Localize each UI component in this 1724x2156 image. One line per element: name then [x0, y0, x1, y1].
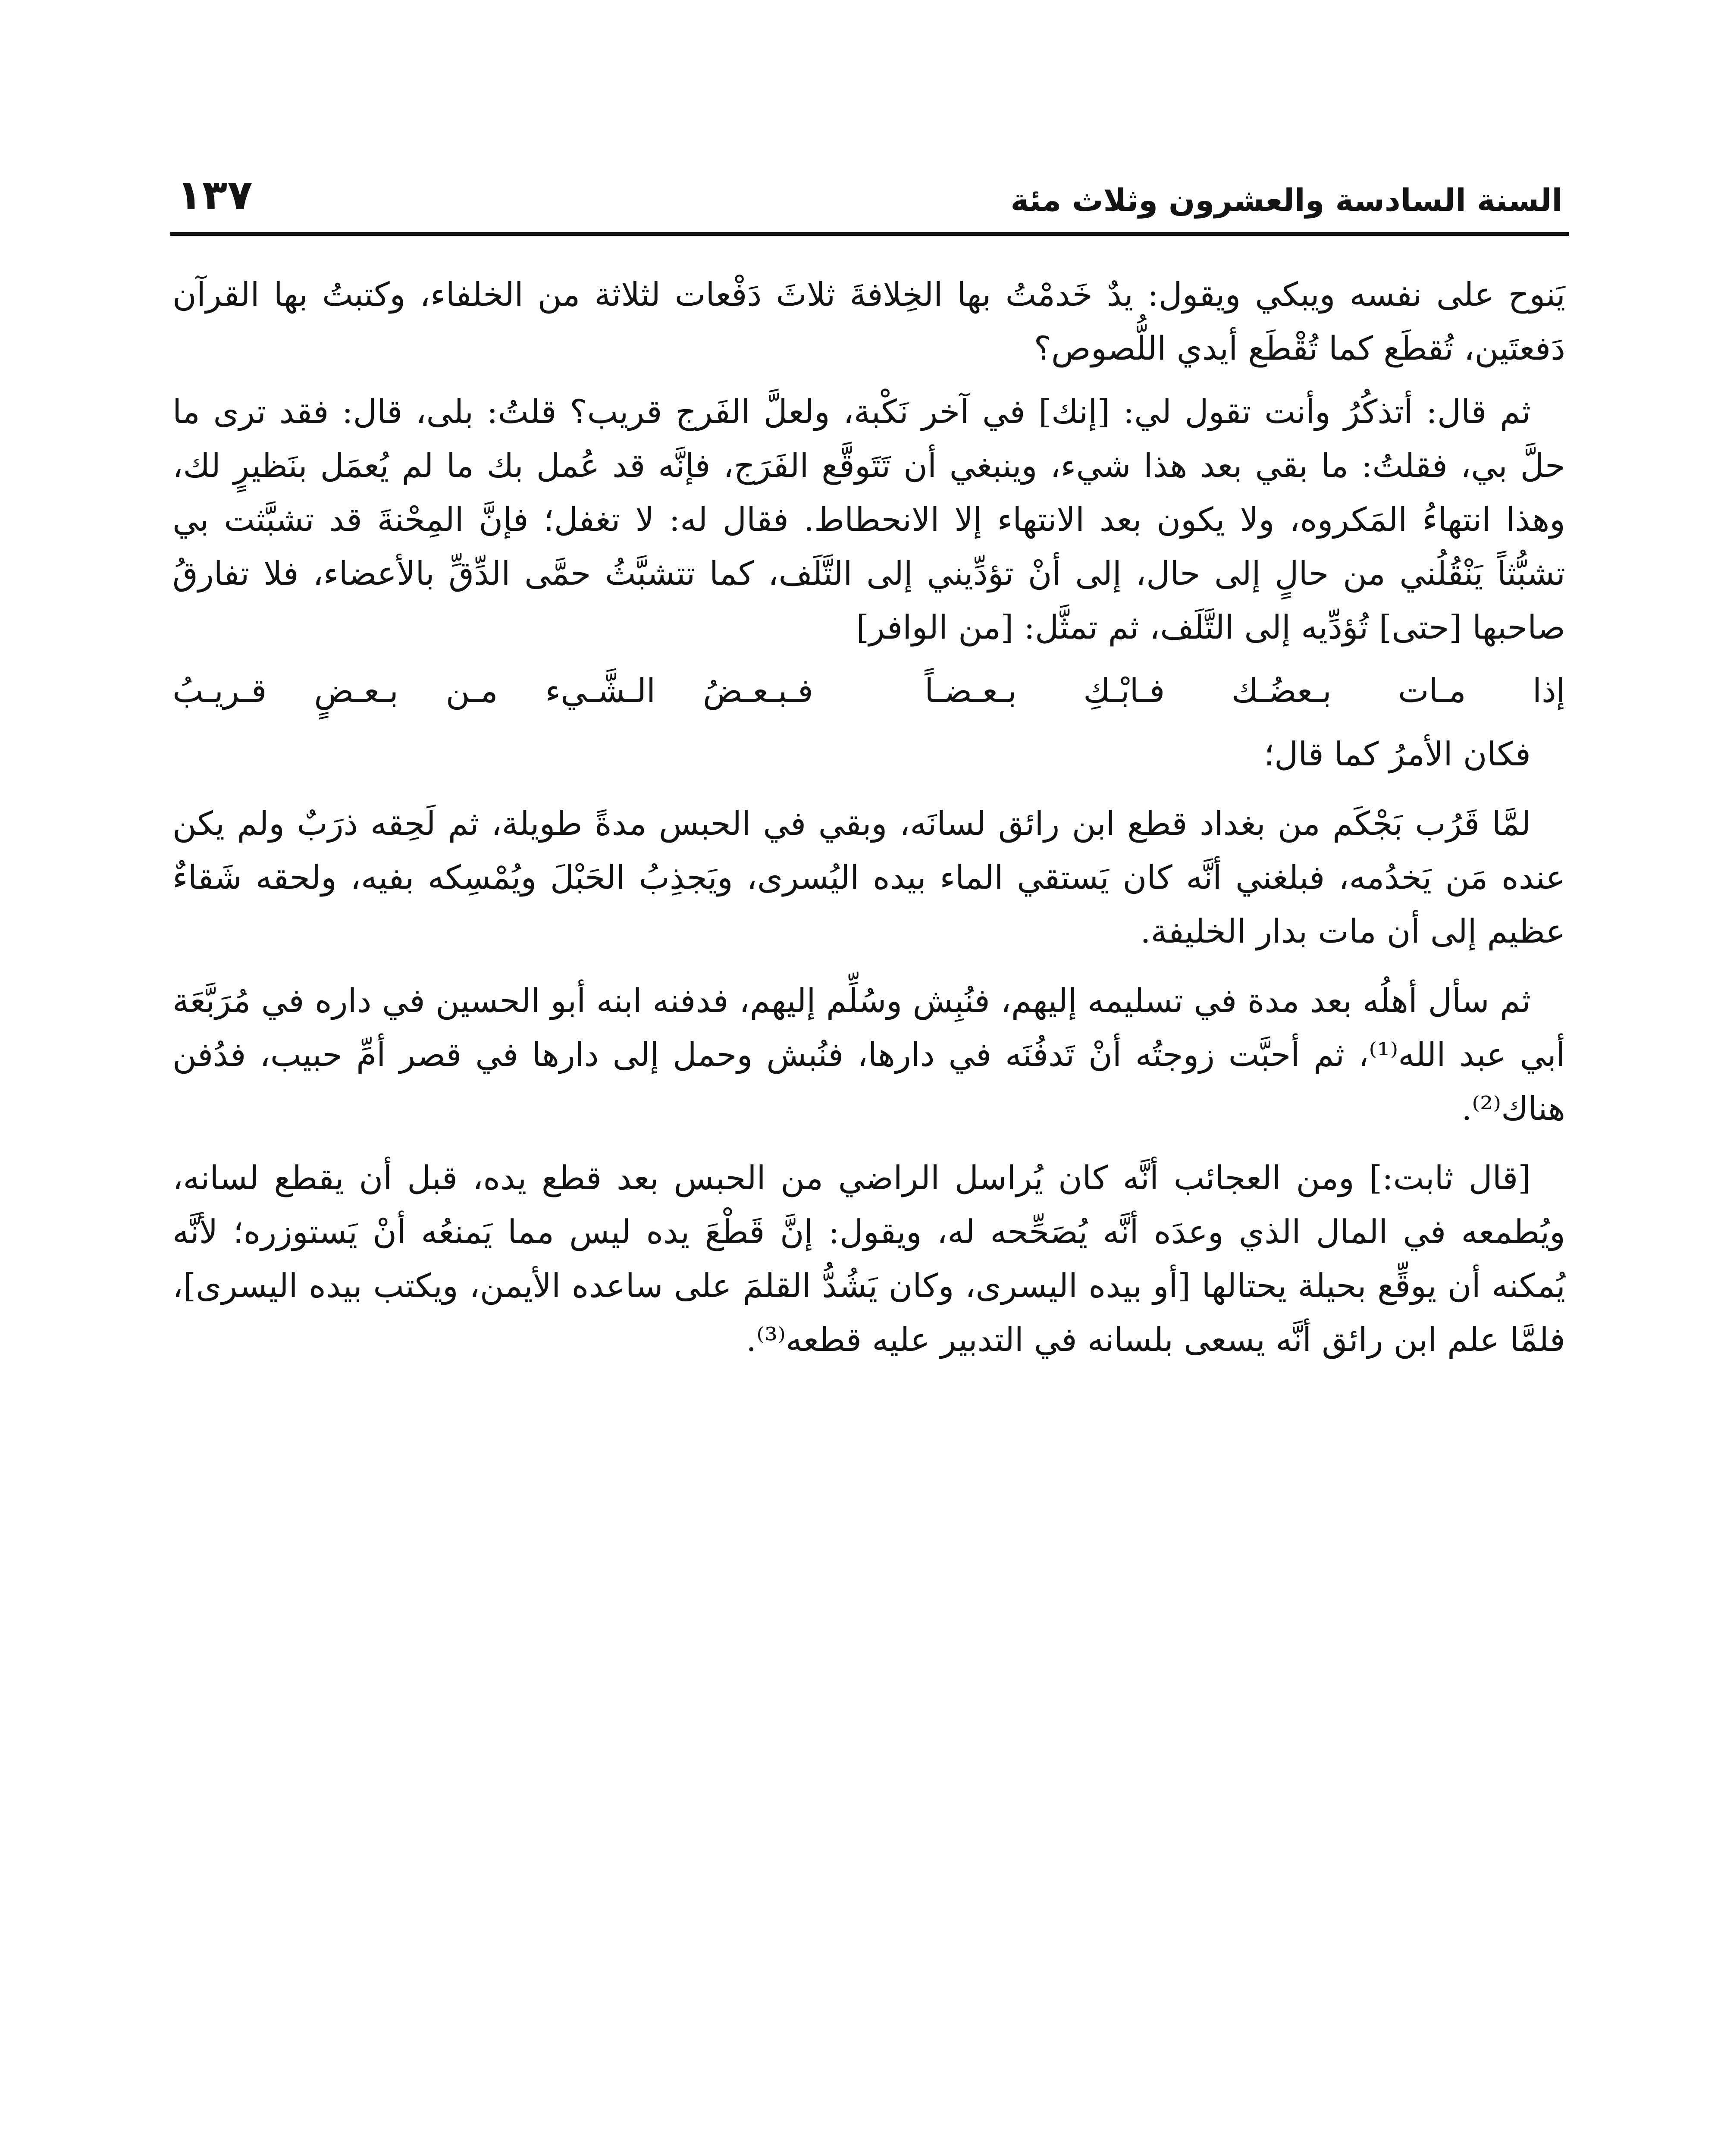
paragraph: فكان الأمرُ كما قال؛ [1264, 735, 1531, 773]
paragraph: ثم سأل أهلُه بعد مدة في تسليمه إليهم، فنُبِش وسُلِّم إليهم، فدفنه ابنه أبو الحسين في داره في مُرَبَّعَة أبي عبد الله⁽¹⁾، ثم أحبَّت زوجتُه أنْ تَدفُنَه في دارها، فنُبش وحمل إلى دارها في قصر أمِّ حبيب، فدُفن هناك⁽²⁾. [172, 981, 1565, 1128]
verse-first-hemistich: إذا مـات بـعضُـك فـابْـكِ بـعـضـاً [925, 671, 1565, 710]
paragraph: [قال ثابت:] ومن العجائب أنَّه كان يُراسل الراضي من الحبس بعد قطع يده، قبل أن يقطع لسانه، ويُطمعه في المال الذي وعدَه أنَّه يُصَحِّحه له، ويقول: إنَّ قَطْعَ يده ليس مما يَمنعُه أنْ يَستوزره؛ لأنَّه يُمكنه أن يوقِّع بحيلة يحتالها [أو بيده اليسرى، وكان يَشُدُّ القلمَ على ساعده الأيمن، ويكتب بيده اليسرى]، فلمَّا علم ابن رائق أنَّه يسعى بلسانه في التدبير عليه قطعه⁽³⁾. [172, 1159, 1565, 1359]
header-rule [170, 232, 1569, 236]
paragraph: ثم قال: أتذكُرُ وأنت تقول لي: [إنك] في آخر نَكْبة، ولعلَّ الفَرج قريب؟ قلتُ: بلى، قال: فقد ترى ما حلَّ بي، فقلتُ: ما بقي بعد هذا شيء، وينبغي أن تَتَوقَّع الفَرَج، فإنَّه قد عُمل بك ما لم يُعمَل بنَظيرٍ لك، وهذا انتهاءُ المَكروه، ولا يكون بعد الانتهاء إلا الانحطاط. فقال له: لا تغفل؛ فإنَّ المِحْنةَ قد تشبَّثت بي تشبُّثاً يَنْقُلُني من حالٍ إلى حال، إلى أنْ تؤدِّيني إلى التَّلَف، كما تتشبَّثُ حمَّى الدِّقِّ بالأعضاء، فلا تفارقُ صاحبها [حتى] تُؤدِّيه إلى التَّلَف، ثم تمثَّل: [من الوافر] [172, 392, 1566, 646]
running-title: السنة السادسة والعشرون وثلاث مئة [1010, 182, 1562, 218]
paragraph: لمَّا قَرُب بَجْكَم من بغداد قطع ابن رائق لسانَه، وبقي في الحبس مدةً طويلة، ثم لَحِقه ذرَبٌ ولم يكن عنده مَن يَخدُمه، فبلغني أنَّه كان يَستقي الماء بيده اليُسرى، ويَجذِبُ الحَبْلَ ويُمْسِكه بفيه، ولحقه شَقاءٌ عظيم إلى أن مات بدار الخليفة. [172, 804, 1565, 950]
page-number: ١٣٧ [177, 171, 253, 219]
main-text [172, 267, 1565, 1376]
verse-second-hemistich: فـبـعـضُ الـشَّـيء مـن بـعـضٍ قـريـبُ [172, 671, 813, 710]
paragraph: يَنوح على نفسه ويبكي ويقول: يدٌ خَدمْتُ بها الخِلافةَ ثلاثَ دَفْعات لثلاثة من الخلفاء، وكتبتُ بها القرآن دَفعتَين، تُقطَع كما تُقْطَع أيدي اللُّصوص؟ [172, 275, 1565, 367]
page-header [177, 155, 1562, 219]
poetry-verse [172, 664, 1565, 718]
